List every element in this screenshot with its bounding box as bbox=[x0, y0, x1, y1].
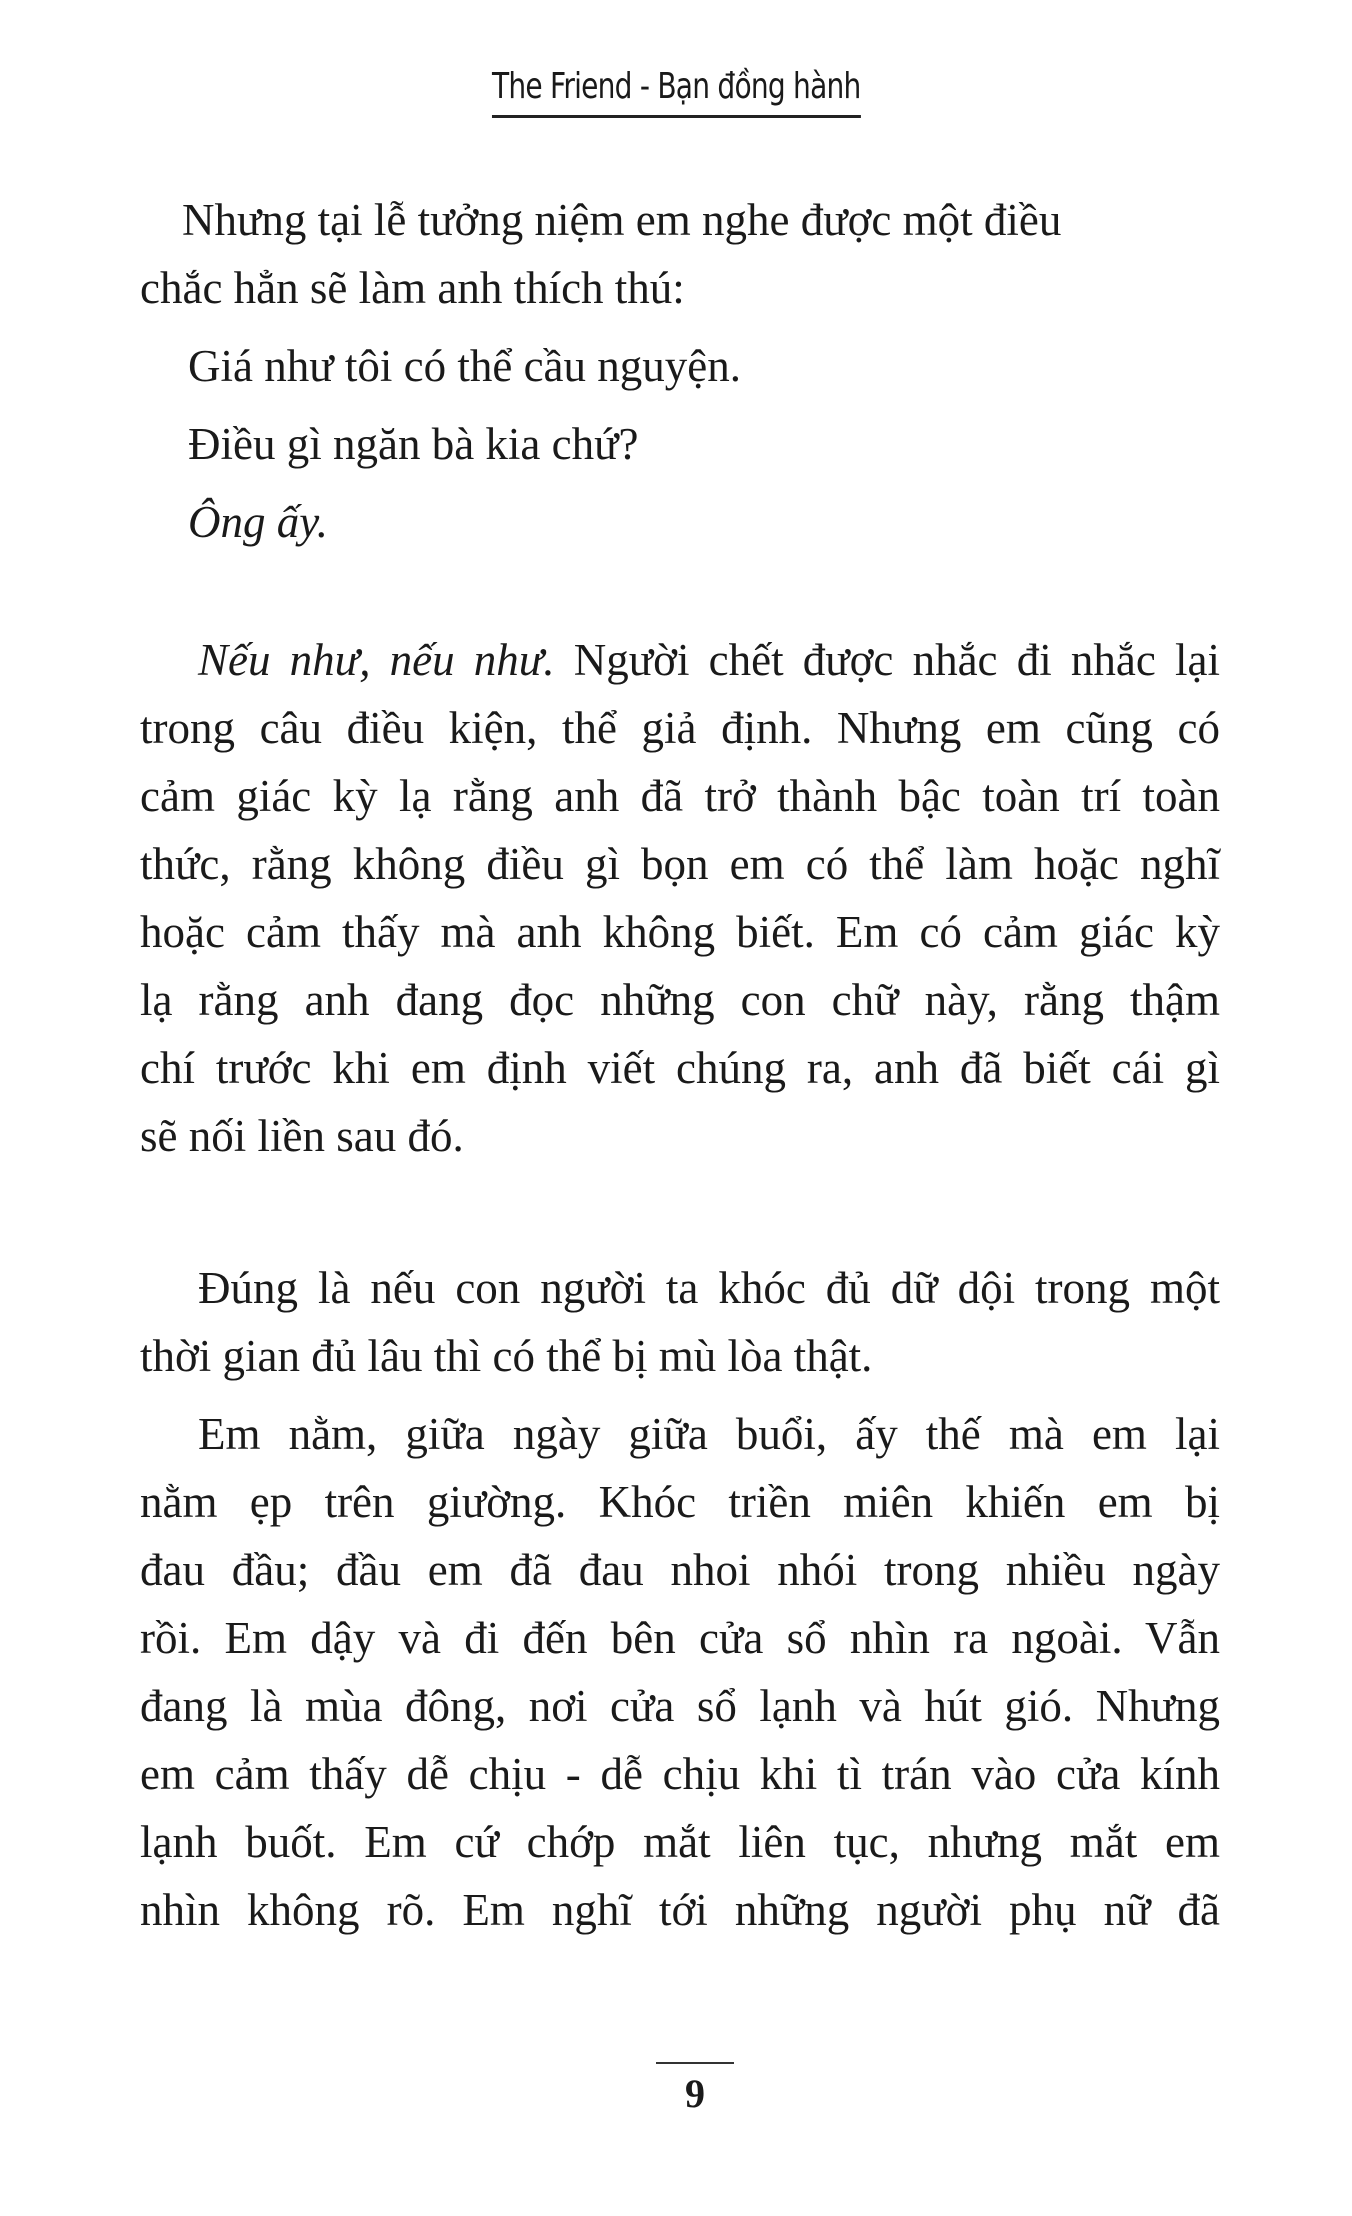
paragraph-line: lạ rằng anh đang đọc những con chữ này, rằng thậm bbox=[140, 975, 1220, 1025]
text-block-opening bbox=[140, 186, 1220, 556]
paragraph-line: nhìn không rõ. Em nghĩ tới những người phụ nữ đã bbox=[140, 1885, 1220, 1935]
page-number: 9 bbox=[685, 2071, 705, 2116]
text-block-conditional bbox=[140, 626, 1220, 1170]
running-header bbox=[0, 66, 1352, 118]
paragraph-line: sẽ nối liền sau đó. bbox=[140, 1111, 464, 1161]
italic-phrase: Nếu như, nếu như. bbox=[198, 635, 555, 685]
paragraph-line: hoặc cảm thấy mà anh không biết. Em có cảm giác kỳ bbox=[140, 907, 1220, 957]
paragraph-line: thời gian đủ lâu thì có thể bị mù lòa thật. bbox=[140, 1331, 873, 1381]
dialog-line: Điều gì ngăn bà kia chứ? bbox=[188, 419, 639, 469]
paragraph-line: lạnh buốt. Em cứ chớp mắt liên tục, nhưng mắt em bbox=[140, 1817, 1220, 1867]
paragraph-line: chắc hẳn sẽ làm anh thích thú: bbox=[140, 263, 685, 313]
footer-rule bbox=[656, 2062, 734, 2064]
paragraph-line: Nhưng tại lễ tưởng niệm em nghe được một điều bbox=[182, 195, 1062, 245]
paragraph-line: Em nằm, giữa ngày giữa buổi, ấy thế mà em lại bbox=[198, 1409, 1220, 1459]
paragraph-line: em cảm thấy dễ chịu - dễ chịu khi tì trán vào cửa kính bbox=[140, 1749, 1220, 1799]
running-title: The Friend - Bạn đồng hành bbox=[492, 66, 861, 118]
dialog-line: Giá như tôi có thể cầu nguyện. bbox=[188, 341, 741, 391]
paragraph-line: Đúng là nếu con người ta khóc đủ dữ dội trong một bbox=[198, 1263, 1220, 1313]
paragraph-line: thức, rằng không điều gì bọn em có thể làm hoặc nghĩ bbox=[140, 839, 1220, 889]
text-block-window bbox=[140, 1254, 1220, 1944]
paragraph-text: Người chết được nhắc đi nhắc lại bbox=[554, 635, 1220, 685]
dialog-line-italic: Ông ấy. bbox=[188, 497, 328, 547]
paragraph-line: nằm ẹp trên giường. Khóc triền miên khiến em bị bbox=[140, 1477, 1220, 1527]
paragraph-line bbox=[140, 626, 1220, 694]
paragraph-line: chí trước khi em định viết chúng ra, anh đã biết cái gì bbox=[140, 1043, 1220, 1093]
paragraph-line: đau đầu; đầu em đã đau nhoi nhói trong nhiều ngày bbox=[140, 1545, 1220, 1595]
paragraph-line: rồi. Em dậy và đi đến bên cửa sổ nhìn ra ngoài. Vẫn bbox=[140, 1613, 1220, 1663]
paragraph-line: trong câu điều kiện, thể giả định. Nhưng em cũng có bbox=[140, 703, 1220, 753]
paragraph-line: đang là mùa đông, nơi cửa sổ lạnh và hút gió. Nhưng bbox=[140, 1681, 1220, 1731]
paragraph-line: cảm giác kỳ lạ rằng anh đã trở thành bậc toàn trí toàn bbox=[140, 771, 1220, 821]
